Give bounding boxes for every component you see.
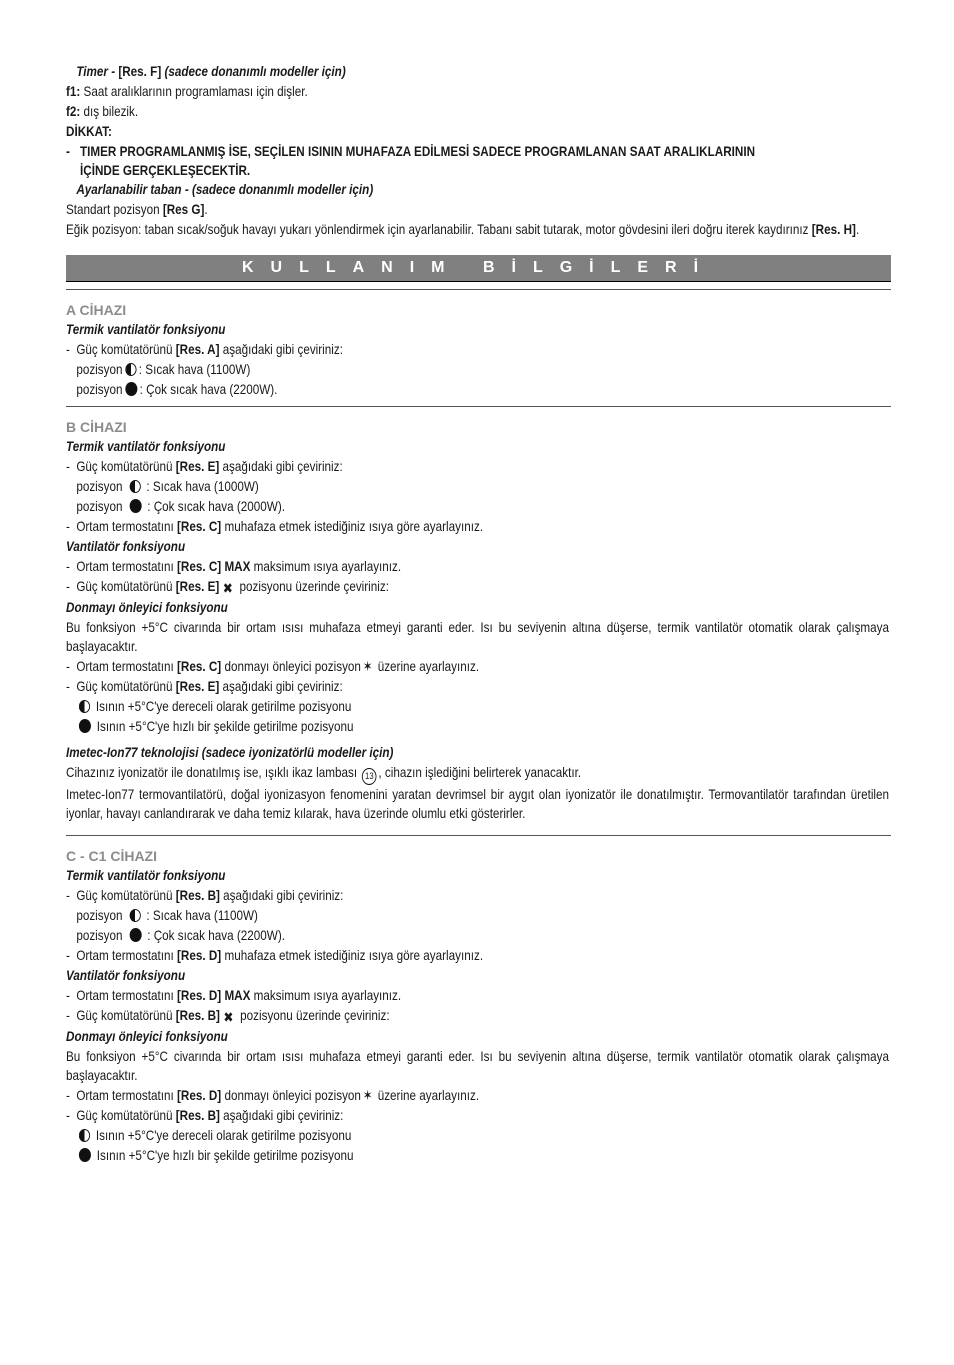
c-step-1: - Güç komütatörünü [Res. B] aşağıdaki gibi çeviriniz: [66,888,344,903]
b-step-4: - Güç komütatörünü [Res. E] ✖ pozisyonu üzerinde çeviriniz: [66,579,389,596]
section-title-c: C - C1 CİHAZI [66,848,157,864]
fan-icon: ✖ [223,1009,234,1025]
divider [66,406,891,407]
b-step-3: - Ortam termostatını [Res. C] MAX maksimum ısıya ayarlayınız. [66,559,402,574]
b-ion-paragraph: Imetec-Ion77 termovantilatörü, doğal iyonizasyon fenomenini yaratan devrimsel bir aygıt olan iyonizatör ile donatılmıştır. Termovantilatör tarafından üretilen iyonlar, havayı canlandırarak ve daha temiz kılarak, hava üzerinde olumlu etki gösterirler. [66,787,890,821]
b-subheading-frost: Donmayı önleyici fonksiyonu [66,600,228,615]
half-circle-icon [125,363,136,376]
warning-line-2: İÇİNDE GERÇEKLEŞECEKTİR. [80,163,251,178]
c-frost-option-1: Isının +5°C'ye dereceli olarak getirilme pozisyonu [66,1126,776,1146]
b-frost-option-1: Isının +5°C'ye dereceli olarak getirilme pozisyonu [66,697,776,717]
timer-f2: f2: dış bilezik. [66,104,139,119]
full-circle-icon [129,928,141,942]
b-step-1: - Güç komütatörünü [Res. E] aşağıdaki gibi çeviriniz: [66,459,343,474]
a-position-2: pozisyon : Çok sıcak hava (2200W). [76,382,278,397]
b-position-1: pozisyon : Sıcak hava (1000W) [76,479,259,494]
b-step-2: - Ortam termostatını [Res. C] muhafaza etmek istediğiniz ısıya göre ayarlayınız. [66,519,484,534]
snowflake-icon: ✶ [362,1087,373,1103]
a-step-1: - Güç komütatörünü [Res. A] aşağıdaki gibi çeviriniz: [66,342,343,357]
b-frost-paragraph: Bu fonksiyon +5°C civarında bir ortam ısısı muhafaza etmeyi garanti eder. Isı bu seviyenin altına düşerse, termik vantilatör otomatik olarak çalışmaya başlayacaktır. [66,620,890,654]
c-subheading-fan: Vantilatör fonksiyonu [66,968,186,983]
divider [66,835,891,836]
c-frost-option-2: Isının +5°C'ye hızlı bir şekilde getirilme pozisyonu [66,1146,776,1166]
half-circle-icon [129,480,140,493]
base-heading: Ayarlanabilir taban - (sadece donanımlı modeller için) [76,182,374,197]
c-frost-paragraph: Bu fonksiyon +5°C civarında bir ortam ısısı muhafaza etmeyi garanti eder. Isı bu seviyenin altına düşerse, termik vantilatör otomatik olarak çalışmaya başlayacaktır. [66,1049,890,1083]
section-title-b: B CİHAZI [66,419,127,435]
divider [66,289,891,290]
warning-text [66,142,891,180]
c-position-2: pozisyon : Çok sıcak hava (2200W). [76,928,285,943]
timer-f1: f1: Saat aralıklarının programlaması için dişler. [66,84,308,99]
b-frost-option-2: Isının +5°C'ye hızlı bir şekilde getirilme pozisyonu [66,717,776,737]
b-position-2: pozisyon : Çok sıcak hava (2000W). [76,499,285,514]
c-step-2: - Ortam termostatını [Res. D] muhafaza etmek istediğiniz ısıya göre ayarlayınız. [66,948,484,963]
b-step-6: - Güç komütatörünü [Res. E] aşağıdaki gibi çeviriniz: [66,679,343,694]
base-standard: Standart pozisyon [Res G]. [66,202,208,217]
indicator-number: 13 [362,768,377,785]
warning-title: DİKKAT: [66,124,112,139]
section-banner: KULLANIM BİLGİLERİ [66,255,891,282]
c-step-3: - Ortam termostatını [Res. D] MAX maksimum ısıya ayarlayınız. [66,988,402,1003]
c-step-5: - Ortam termostatını [Res. D] donmayı önleyici pozisyon ✶ üzerine ayarlayınız. [66,1087,480,1103]
c-subheading-heat: Termik vantilatör fonksiyonu [66,868,226,883]
b-ion-line-1: Cihazınız iyonizatör ile donatılmış ise, ışıklı ikaz lambası 13 , cihazın işlediğini belirterek yanacaktır. [66,763,776,785]
a-position-1: pozisyon : Sıcak hava (1100W) [76,362,251,377]
full-circle-icon [79,719,91,733]
half-circle-icon [129,909,140,922]
section-title-a: A CİHAZI [66,302,127,318]
timer-heading: Timer - [Res. F] (sadece donanımlı modeller için) [76,64,346,79]
full-circle-icon [79,1148,91,1162]
b-subheading-ion: Imetec-Ion77 teknolojisi (sadece iyonizatörlü modeller için) [66,745,394,760]
warning-line-1: TIMER PROGRAMLANMIŞ İSE, SEÇİLEN ISININ MUHAFAZA EDİLMESİ SADECE PROGRAMLANAN SAAT ARALIKLARININ [80,144,756,159]
warning-dash: - [66,144,70,159]
c-step-4: - Güç komütatörünü [Res. B] ✖ pozisyonu üzerinde çeviriniz: [66,1008,390,1025]
full-circle-icon [125,382,137,396]
b-subheading-heat: Termik vantilatör fonksiyonu [66,439,226,454]
c-position-1: pozisyon : Sıcak hava (1100W) [76,908,258,923]
a-subheading-heat: Termik vantilatör fonksiyonu [66,322,226,337]
c-subheading-frost: Donmayı önleyici fonksiyonu [66,1029,228,1044]
b-step-5: - Ortam termostatını [Res. C] donmayı önleyici pozisyon ✶ üzerine ayarlayınız. [66,658,480,674]
full-circle-icon [129,499,141,513]
half-circle-icon [79,1129,90,1142]
b-subheading-fan: Vantilatör fonksiyonu [66,539,186,554]
snowflake-icon: ✶ [362,658,373,674]
fan-icon: ✖ [222,580,233,596]
manual-page [66,62,891,1166]
c-step-6: - Güç komütatörünü [Res. B] aşağıdaki gibi çeviriniz: [66,1108,344,1123]
base-tilt: Eğik pozisyon: taban sıcak/soğuk havayı yukarı yönlendirmek için ayarlanabilir. Tabanı sabit tutarak, motor gövdesini ileri doğru iterek kaydırınız [Res. H]. [66,222,860,237]
half-circle-icon [79,700,90,713]
